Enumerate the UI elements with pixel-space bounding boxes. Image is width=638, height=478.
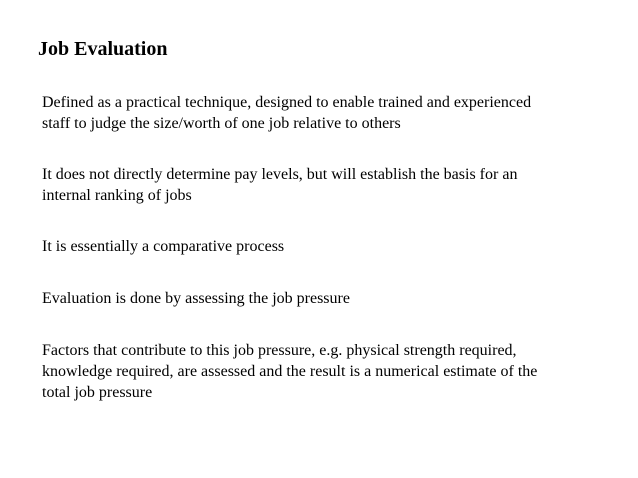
paragraph-line: knowledge required, are assessed and the result is a numerical estimate of the <box>42 363 538 380</box>
slide-title: Job Evaluation <box>38 38 168 60</box>
paragraph-pay-levels <box>42 164 517 206</box>
paragraph-job-pressure <box>42 288 350 309</box>
paragraph-comparative <box>42 236 284 257</box>
paragraph-factors <box>42 340 537 403</box>
paragraph-definition <box>42 92 531 134</box>
paragraph-line: Factors that contribute to this job pressure, e.g. physical strength required, <box>42 342 517 359</box>
paragraph-line: internal ranking of jobs <box>42 187 192 204</box>
paragraph-line: It is essentially a comparative process <box>42 238 285 255</box>
paragraph-line: Defined as a practical technique, designed to enable trained and experienced <box>42 94 532 111</box>
paragraph-line: It does not directly determine pay levels, but will establish the basis for an <box>42 166 518 183</box>
paragraph-line: staff to judge the size/worth of one job relative to others <box>42 115 401 132</box>
paragraph-line: total job pressure <box>42 384 153 401</box>
paragraph-line: Evaluation is done by assessing the job pressure <box>42 290 350 307</box>
